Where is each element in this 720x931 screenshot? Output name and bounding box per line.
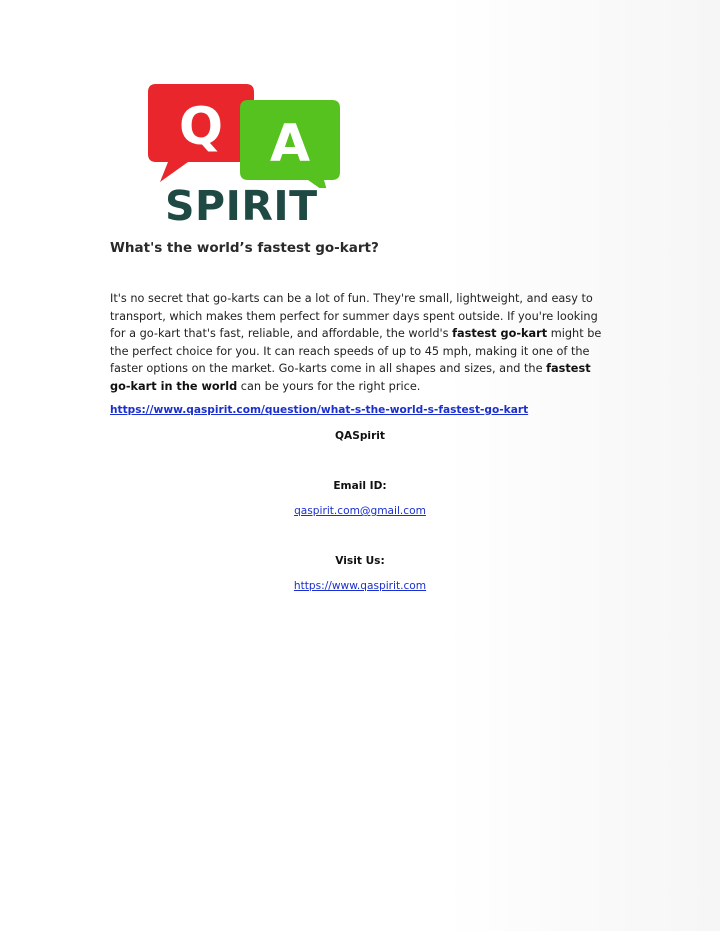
visit-label: Visit Us: [335, 555, 385, 567]
website-line [0, 580, 720, 592]
brand-name: QASpirit [335, 430, 385, 442]
paragraph-text-1: It's no secret that go-karts can be a lot of fun. They're small, lightweight, and easy to transport, which makes them perfect for summer days spent outside. If you're looking for a go-kart that's fast, reliable, and affordable, the world's [110, 292, 598, 341]
logo-wordmark: SPIRIT [165, 182, 318, 230]
logo-letter-q: Q [178, 97, 224, 157]
keyword-fastest-go-kart-world: fastest go-kart in the world [110, 362, 591, 393]
question-link[interactable]: https://www.qaspirit.com/question/what-s-the-world-s-fastest-go-kart [110, 404, 529, 416]
email-link[interactable]: qaspirit.com@gmail.com [294, 505, 426, 517]
logo-letter-a: A [269, 114, 311, 174]
website-link[interactable]: https://www.qaspirit.com [293, 580, 427, 592]
paragraph-text-3: can be yours for the right price. [237, 379, 421, 393]
page-title: What's the world’s fastest go-kart? [110, 240, 379, 256]
email-label: Email ID: [333, 480, 387, 492]
article-paragraph [110, 290, 610, 396]
speech-bubbles-icon [142, 78, 348, 188]
keyword-fastest-go-kart: fastest go-kart [452, 327, 548, 341]
email-line [0, 505, 720, 517]
paragraph-text-2: might be the perfect choice for you. It can reach speeds of up to 45 mph, making it one of the faster options on the market. Go-karts come in all shapes and sizes, and the [110, 327, 602, 376]
qa-spirit-logo [142, 78, 348, 230]
question-link-line [110, 404, 528, 416]
